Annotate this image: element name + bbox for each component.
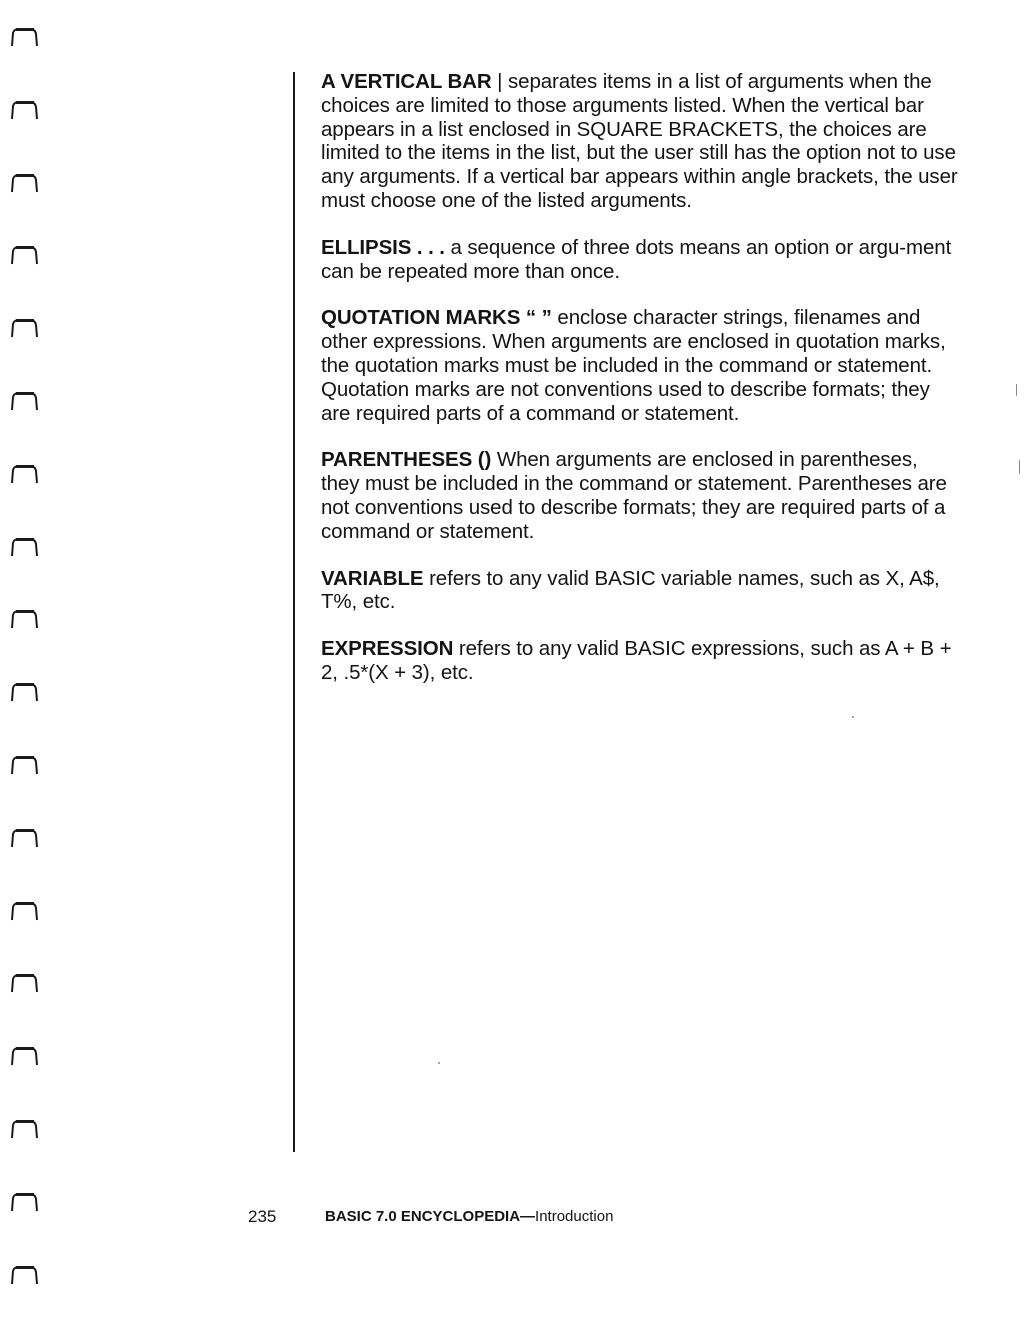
- term-vertical-bar: A VERTICAL BAR: [321, 70, 492, 93]
- binding-hook: [10, 1118, 40, 1140]
- definition-quotation-marks: [321, 306, 961, 425]
- definition-vertical-bar: [321, 70, 961, 213]
- binding-hook: [10, 1264, 40, 1286]
- term-expression: EXPRESSION: [321, 637, 454, 661]
- spiral-binding: [10, 26, 50, 1286]
- scan-speck: [852, 716, 854, 718]
- binding-hook: [10, 900, 40, 922]
- binding-hook: [10, 827, 40, 849]
- running-title-bold: BASIC 7.0 ENCYCLOPEDIA—: [325, 1208, 536, 1225]
- definition-text-expression: refers to any valid BASIC expressions, such as A + B + 2, .5*(X + 3), etc.: [321, 637, 952, 684]
- term-quotation-marks: QUOTATION MARKS “ ”: [321, 306, 552, 330]
- binding-hook: [10, 972, 40, 994]
- definition-ellipsis: [321, 236, 961, 284]
- definition-text-quotation-marks: enclose character strings, filenames and other expressions. When arguments are enclosed in quotation marks, the quotation marks must be included in the command or statement. Quotation marks are not conventions used to describe formats; they are required parts of a command or statement.: [321, 306, 946, 425]
- binding-hook: [10, 608, 40, 630]
- page-footer: [0, 1207, 1034, 1231]
- definition-text-variable: refers to any valid BASIC variable names, such as X, A$, T%, etc.: [321, 566, 940, 614]
- binding-hook: [10, 390, 40, 412]
- term-parentheses: PARENTHESES (): [321, 448, 492, 472]
- binding-hook: [10, 99, 40, 121]
- running-title: [325, 1207, 613, 1227]
- definition-parentheses: [321, 448, 961, 543]
- definition-variable: [321, 567, 961, 615]
- term-ellipsis: ELLIPSIS . . .: [321, 235, 445, 259]
- definition-text-parentheses: When arguments are enclosed in parentheses, they must be included in the command or statement. Parentheses are not conventions used to describe formats; they are required parts of a command or statement.: [321, 448, 947, 543]
- binding-hook: [10, 317, 40, 339]
- vertical-rule: [293, 72, 295, 1152]
- definitions-list: [321, 70, 961, 708]
- binding-hook: [10, 536, 40, 558]
- binding-hook: [10, 1045, 40, 1067]
- scan-speck: [438, 1062, 440, 1064]
- binding-hook: [10, 681, 40, 703]
- binding-hook: [10, 26, 40, 48]
- term-variable: VARIABLE: [321, 566, 424, 590]
- binding-hook: [10, 463, 40, 485]
- definition-expression: [321, 637, 961, 685]
- binding-hook: [10, 244, 40, 266]
- page-number: 235: [248, 1207, 277, 1226]
- scan-speck: [1016, 384, 1017, 396]
- definition-text-vertical-bar: | separates items in a list of arguments when the choices are limited to those arguments listed. When the vertical bar appears in a list enclosed in SQUARE BRACKETS, the choices are limited to the items in the list, but the user still has the option not to use any arguments. If a vertical bar appears within angle brackets, the user must choose one of the listed arguments.: [321, 70, 958, 212]
- binding-hook: [10, 172, 40, 194]
- definition-text-ellipsis: a sequence of three dots means an option or argu-ment can be repeated more than once.: [321, 235, 952, 283]
- running-title-regular: Introduction: [535, 1208, 614, 1225]
- binding-hook: [10, 754, 40, 776]
- scan-speck: [1019, 460, 1020, 474]
